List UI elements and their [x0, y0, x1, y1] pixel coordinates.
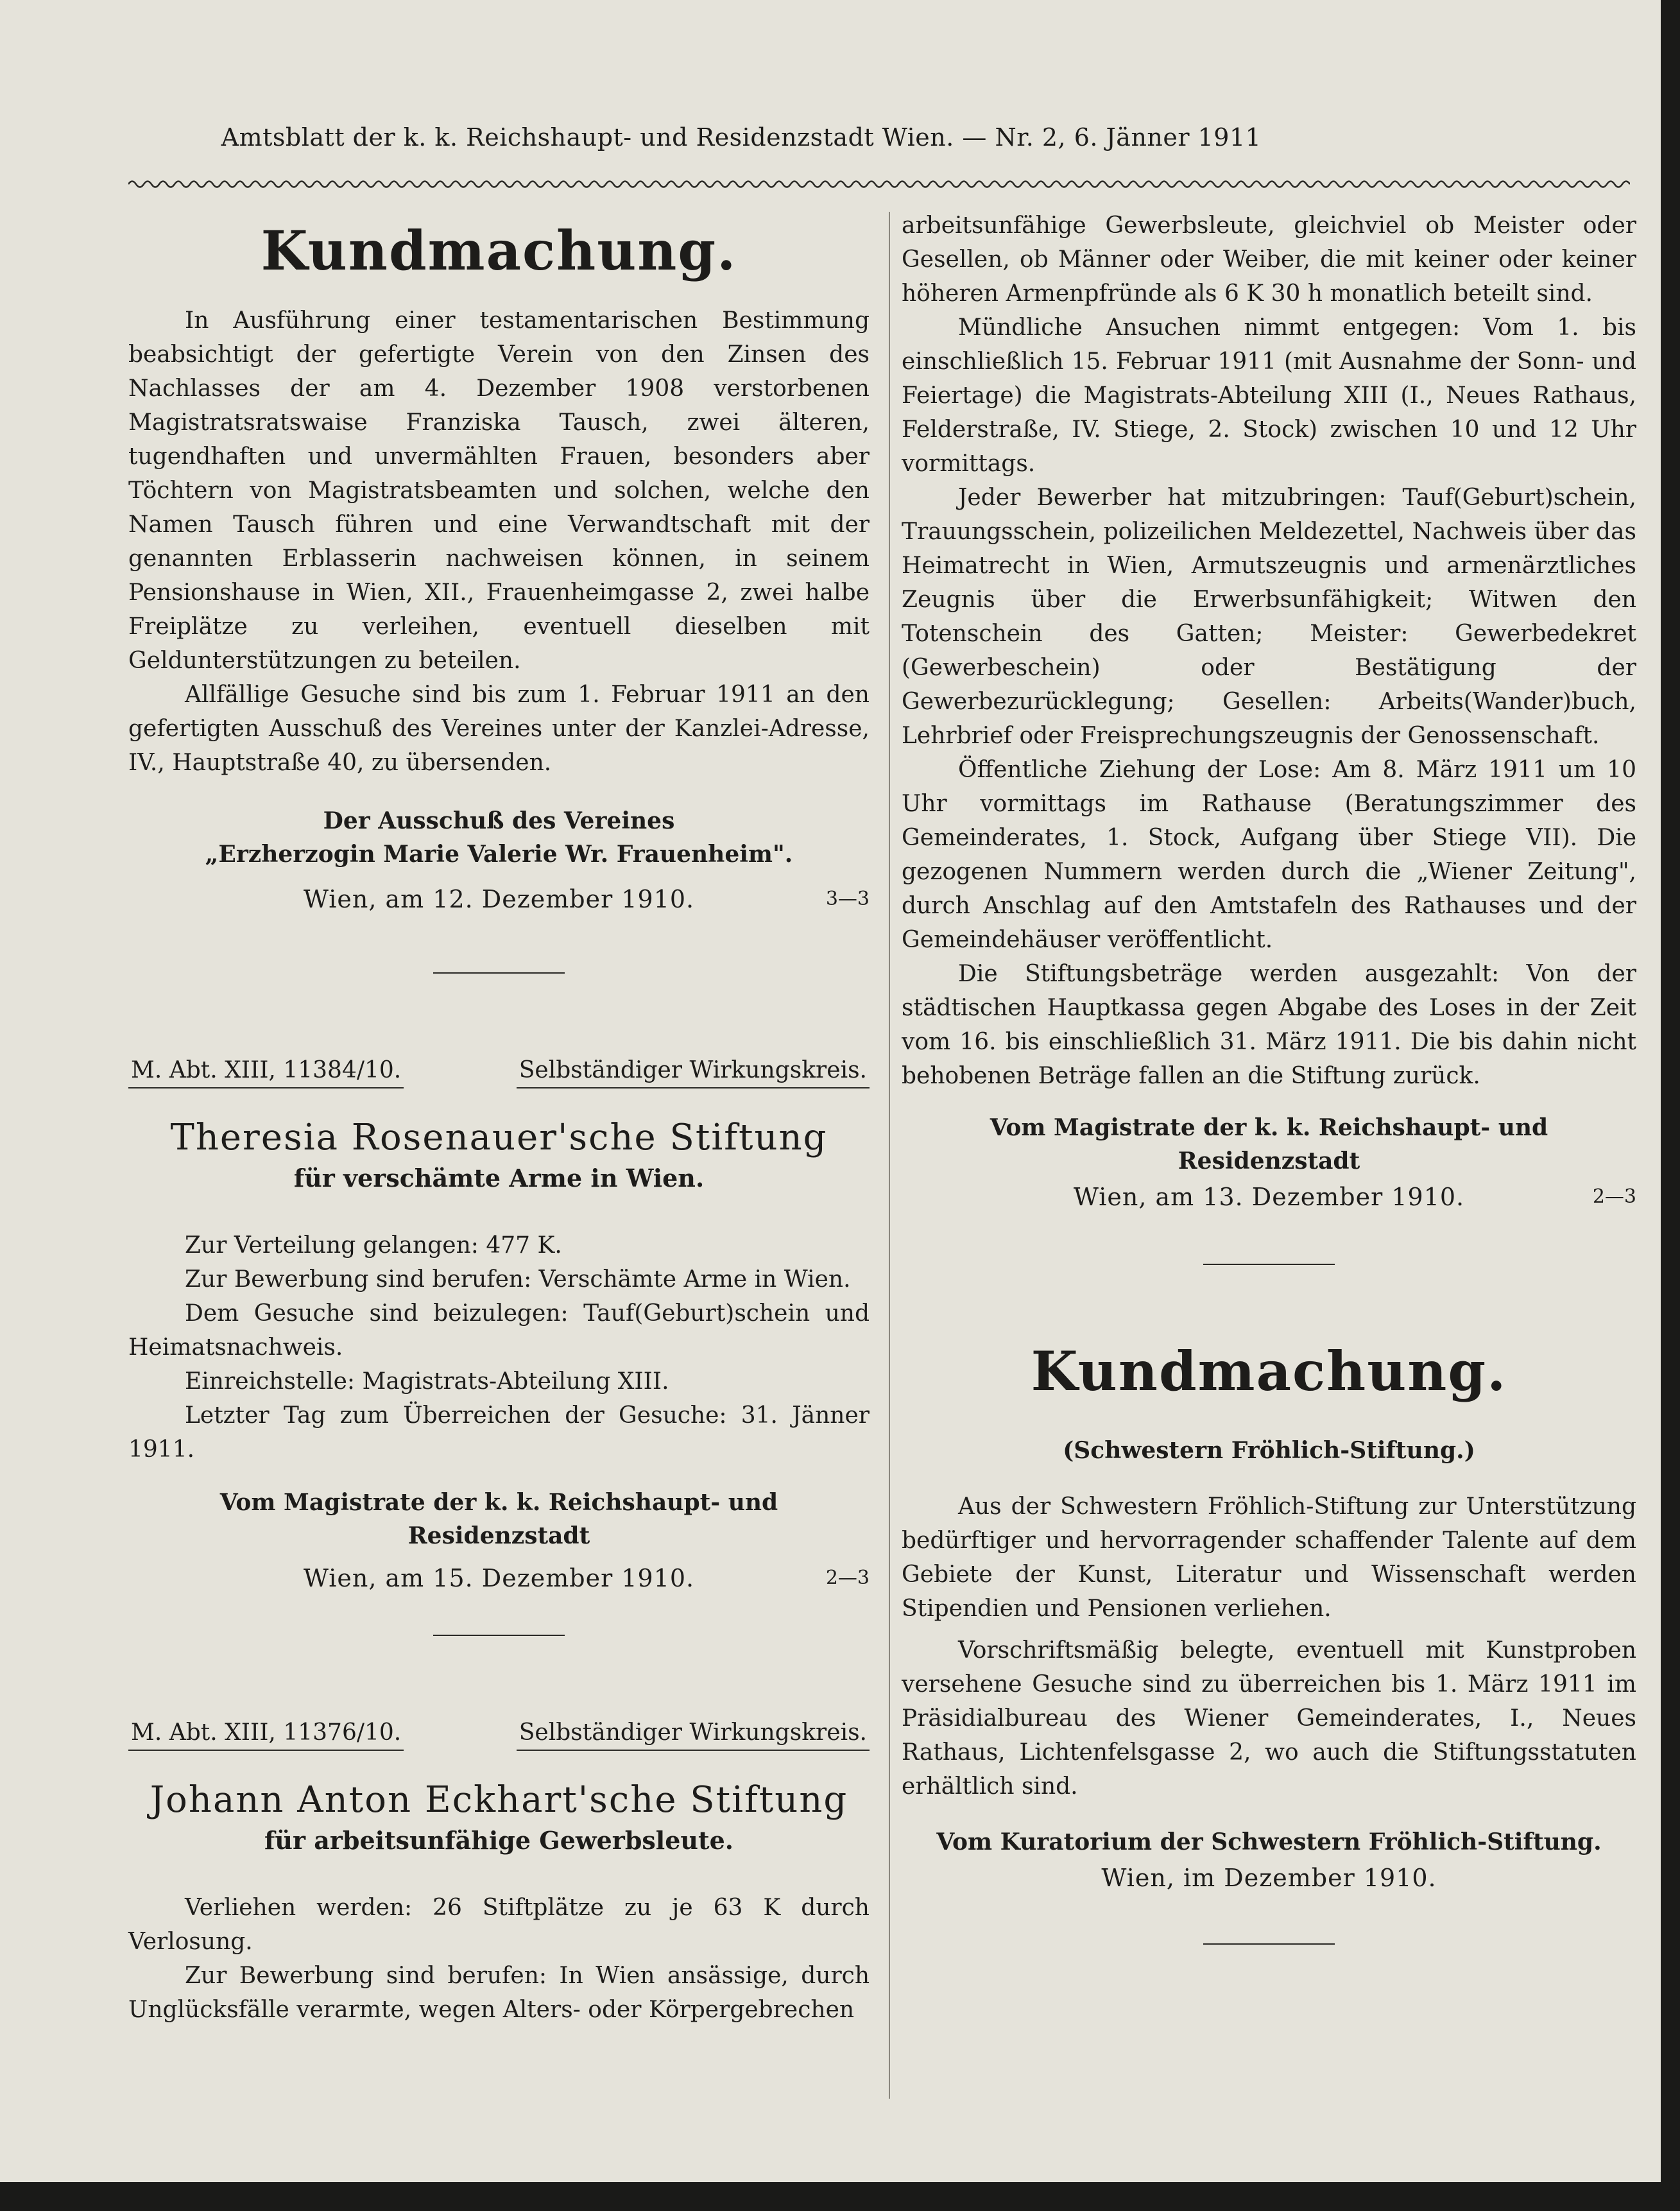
section-rule-3 — [1203, 1264, 1335, 1265]
stiftung-1-paragraph-4: Einreichstelle: Magistrats-Abteilung XIII. — [185, 1368, 669, 1395]
stiftung-1-paragraph-3: Dem Gesuche sind beizulegen: Tauf(Geburt)schein und Heimatsnachweis. — [128, 1300, 870, 1361]
stiftung-2-paragraph-1: Verliehen werden: 26 Stiftplätze zu je 63 K durch Verlosung. — [128, 1895, 870, 1956]
kundmachung-2-signature: Vom Kuratorium der Schwestern Fröhlich-Stiftung. — [936, 1828, 1602, 1856]
reference-row-2 — [128, 1719, 870, 1751]
kundmachung-1-date: Wien, am 12. Dezember 1910. — [303, 885, 695, 914]
stiftung-2-signature: Vom Magistrate der k. k. Reichshaupt- und Residenzstadt — [990, 1114, 1548, 1174]
stiftung-1-paragraph-1: Zur Verteilung gelangen: 477 K. — [185, 1232, 562, 1259]
stiftung-2-dateline — [902, 1183, 1636, 1217]
header-wavy-rule — [128, 177, 1630, 191]
stiftung-2-subtitle: für arbeitsunfähige Gewerbsleute. — [264, 1826, 733, 1855]
kundmachung-2-subtitle: (Schwestern Fröhlich-Stiftung.) — [1063, 1437, 1475, 1465]
reference-number-2: M. Abt. XIII, 11376/10. — [128, 1719, 404, 1751]
reference-scope-2: Selbständiger Wirkungskreis. — [517, 1719, 870, 1751]
right-column — [902, 209, 1636, 1945]
kundmachung-1-issue-number: 3—3 — [825, 888, 870, 911]
stiftung-2-paragraph-4: Jeder Bewerber hat mitzubringen: Tauf(Geburt)schein, Trauungsschein, polizeilichen Meldezettel, Nachweis über das Heimatrecht in Wien, Armutszeugnis und armenärztliches Zeugnis über die Erwerbsunfähigkeit; Witwen den Totenschein des Gatten; Meister: Gewerbedekret (Gewerbeschein) oder Bestätigung der Gewerbezurücklegung; Gesellen: Arbeits(Wander)buch, Lehrbrief oder Freisprechungszeugnis der Genossenschaft. — [902, 485, 1636, 749]
kundmachung-1-title: Kundmachung. — [261, 219, 737, 282]
stiftung-2-paragraph-6: Die Stiftungsbeträge werden ausgezahlt: Von der städtischen Hauptkassa gegen Abgabe des Loses in der Zeit vom 16. bis einschließlich 31. März 1911. Die bis dahin nicht behobenen Beträge fallen an die Stiftung zurück. — [902, 961, 1636, 1089]
section-rule-4 — [1203, 1943, 1335, 1945]
kundmachung-1-signature-1: Der Ausschuß des Vereines — [323, 807, 675, 835]
reference-scope-1: Selbständiger Wirkungskreis. — [517, 1057, 870, 1088]
stiftung-1-title: Theresia Rosenauer'sche Stiftung — [170, 1117, 828, 1159]
stiftung-1-date: Wien, am 15. Dezember 1910. — [303, 1564, 695, 1593]
stiftung-1-paragraph-5: Letzter Tag zum Überreichen der Gesuche: 31. Jänner 1911. — [128, 1402, 870, 1463]
column-divider — [889, 212, 890, 2099]
stiftung-2-continued-paragraph: arbeitsunfähige Gewerbsleute, gleichviel ob Meister oder Gesellen, ob Männer oder Weiber, die mit keiner oder keiner höheren Armenpfründe als 6 K 30 h monatlich beteilt sind. — [902, 212, 1636, 307]
stiftung-2-date: Wien, am 13. Dezember 1910. — [1073, 1183, 1465, 1211]
kundmachung-2-paragraph-2: Vorschriftsmäßig belegte, eventuell mit Kunstproben versehene Gesuche sind zu überreichen bis 1. März 1911 im Präsidialbureau des Wiener Gemeinderates, I., Neues Rathaus, Lichtenfelsgasse 2, wo auch die Stiftungsstatuten erhältlich sind. — [902, 1637, 1636, 1800]
stiftung-1-signature: Vom Magistrate der k. k. Reichshaupt- und Residenzstadt — [219, 1489, 778, 1550]
stiftung-1-paragraph-2: Zur Bewerbung sind berufen: Verschämte Arme in Wien. — [185, 1266, 851, 1293]
stiftung-2-paragraph-5: Öffentliche Ziehung der Lose: Am 8. März 1911 um 10 Uhr vormittags im Rathause (Beratungszimmer des Gemeinderates, 1. Stock, Aufgang über Stiege VII). Die gezogenen Nummern werden durch die „Wiener Zeitung", durch Anschlag auf den Amtstafeln des Rathauses und der Gemeindehäuser veröffentlicht. — [902, 757, 1636, 953]
stiftung-1-subtitle: für verschämte Arme in Wien. — [293, 1164, 705, 1193]
kundmachung-2-date: Wien, im Dezember 1910. — [1101, 1864, 1437, 1893]
stiftung-2-issue-number: 2—3 — [1592, 1185, 1636, 1208]
kundmachung-1-dateline — [128, 885, 870, 920]
stiftung-1-dateline — [128, 1564, 870, 1599]
reference-row-1 — [128, 1057, 870, 1088]
kundmachung-1-paragraph-2: Allfällige Gesuche sind bis zum 1. Februar 1911 an den gefertigten Ausschuß des Vereines unter der Kanzlei-Adresse, IV., Hauptstraße 40, zu übersenden. — [128, 682, 870, 777]
stiftung-2-title: Johann Anton Eckhart'sche Stiftung — [150, 1779, 848, 1821]
section-rule-2 — [433, 1635, 565, 1636]
kundmachung-1-signature-2: „Erzherzogin Marie Valerie Wr. Frauenheim". — [205, 841, 793, 868]
kundmachung-2-title: Kundmachung. — [1031, 1339, 1507, 1403]
stiftung-2-paragraph-3: Mündliche Ansuchen nimmt entgegen: Vom 1. bis einschließlich 15. Februar 1911 (mit Ausnahme der Sonn- und Feiertage) die Magistrats-Abteilung XIII (I., Neues Rathaus, Felderstraße, IV. Stiege, 2. Stock) zwischen 10 und 12 Uhr vormittags. — [902, 314, 1636, 477]
kundmachung-2-paragraph-1: Aus der Schwestern Fröhlich-Stiftung zur Unterstützung bedürftiger und hervorragender schaffender Talente auf dem Gebiete der Kunst, Literatur und Wissenschaft werden Stipendien und Pensionen verliehen. — [902, 1493, 1636, 1622]
reference-number-1: M. Abt. XIII, 11384/10. — [128, 1057, 404, 1088]
page-header: Amtsblatt der k. k. Reichshaupt- und Residenzstadt Wien. — Nr. 2, 6. Jänner 1911 — [221, 123, 1262, 151]
stiftung-2-paragraph-2: Zur Bewerbung sind berufen: In Wien ansässige, durch Unglücksfälle verarmte, wegen Alters- oder Körpergebrechen — [128, 1963, 870, 2024]
kundmachung-2-dateline — [902, 1864, 1636, 1898]
kundmachung-1-paragraph-1: In Ausführung einer testamentarischen Bestimmung beabsichtigt der gefertigte Verein von den Zinsen des Nachlasses der am 4. Dezember 1908 verstorbenen Magistratsratswaise Franziska Tausch, zwei älteren, tugendhaften und unvermählten Frauen, besonders aber Töchtern von Magistratsbeamten und solchen, welche den Namen Tausch führen und eine Verwandtschaft mit der genannten Erblasserin nachweisen können, in seinem Pensionshause in Wien, XII., Frauenheimgasse 2, zwei halbe Freiplätze zu verleihen, eventuell dieselben mit Geldunterstützungen zu beteilen. — [128, 307, 870, 675]
stiftung-1-issue-number: 2—3 — [825, 1567, 870, 1590]
section-rule-1 — [433, 972, 565, 974]
left-column — [128, 209, 870, 2027]
